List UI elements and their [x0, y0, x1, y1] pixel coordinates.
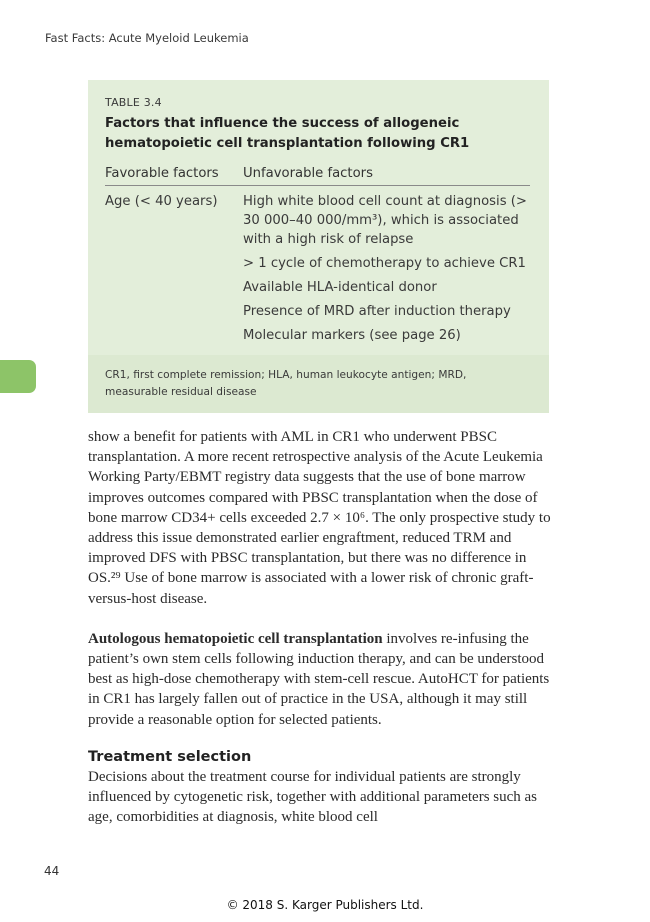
table-footnote: CR1, first complete remission; HLA, human leukocyte antigen; MRD, measurable residual disease	[105, 369, 467, 398]
unfavorable-item: High white blood cell count at diagnosis (> 30 000–40 000/mm³), which is associated with a high risk of relapse	[243, 194, 527, 247]
paragraph-pbsc: show a benefit for patients with AML in CR1 who underwent PBSC transplantation. A more recent retrospective analysis of the Acute Leukemia Working Party/EBMT registry data suggests that the use of bone marrow improves outcomes compared with PBSC transplantation when the dose of bone marrow CD34+ cells exceeded 2.7 × 10⁶. The only prospective study to address this issue demonstrated earlier engraftment, reduced TRM and improved DFS with PBSC transplantation, but there was no difference in OS.²⁹ Use of bone marrow is associated with a lower risk of chronic graft-versus-host disease.	[88, 429, 551, 607]
paragraph-autologous-text: involves re-infusing the patient’s own stem cells following induction therapy, and can be understood best as high-dose chemotherapy with stem-cell rescue. AutoHCT for patients in CR1 has largely fallen out of practice in the USA, although it may still provide a reasonable option for selected patients.	[88, 630, 550, 728]
table-footnote-band	[88, 355, 549, 413]
body-text	[88, 427, 558, 827]
unfavorable-item: > 1 cycle of chemotherapy to achieve CR1	[243, 256, 526, 271]
table-3-4	[88, 80, 549, 413]
column-header-unfavorable: Unfavorable factors	[243, 166, 530, 186]
unfavorable-item: Available HLA-identical donor	[243, 280, 437, 295]
copyright-notice: © 2018 S. Karger Publishers Ltd.	[226, 898, 424, 912]
table-label: TABLE 3.4	[105, 96, 162, 109]
section-heading: Treatment selection	[88, 748, 252, 765]
favorable-column	[105, 192, 243, 350]
paragraph-treatment-selection: Decisions about the treatment course for individual patients are strongly influenced by cytogenetic risk, together with additional parameters such as age, comorbidities at diagnosis, white blood cell	[88, 768, 538, 826]
table-title: Factors that influence the success of allogeneic hematopoietic cell transplantation following CR1	[105, 116, 470, 151]
table-header-row	[105, 166, 531, 186]
unfavorable-item: Presence of MRD after induction therapy	[243, 304, 511, 319]
favorable-item: Age (< 40 years)	[105, 194, 218, 209]
unfavorable-column	[243, 192, 530, 350]
paragraph-lead-term: Autologous hematopoietic cell transplantation	[88, 630, 383, 647]
page-number: 44	[44, 864, 60, 878]
unfavorable-item: Molecular markers (see page 26)	[243, 328, 461, 343]
running-header: Fast Facts: Acute Myeloid Leukemia	[45, 31, 249, 45]
column-header-favorable: Favorable factors	[105, 166, 243, 186]
chapter-side-tab	[0, 360, 36, 393]
paragraph-autologous	[88, 629, 558, 730]
table-body	[105, 192, 531, 350]
